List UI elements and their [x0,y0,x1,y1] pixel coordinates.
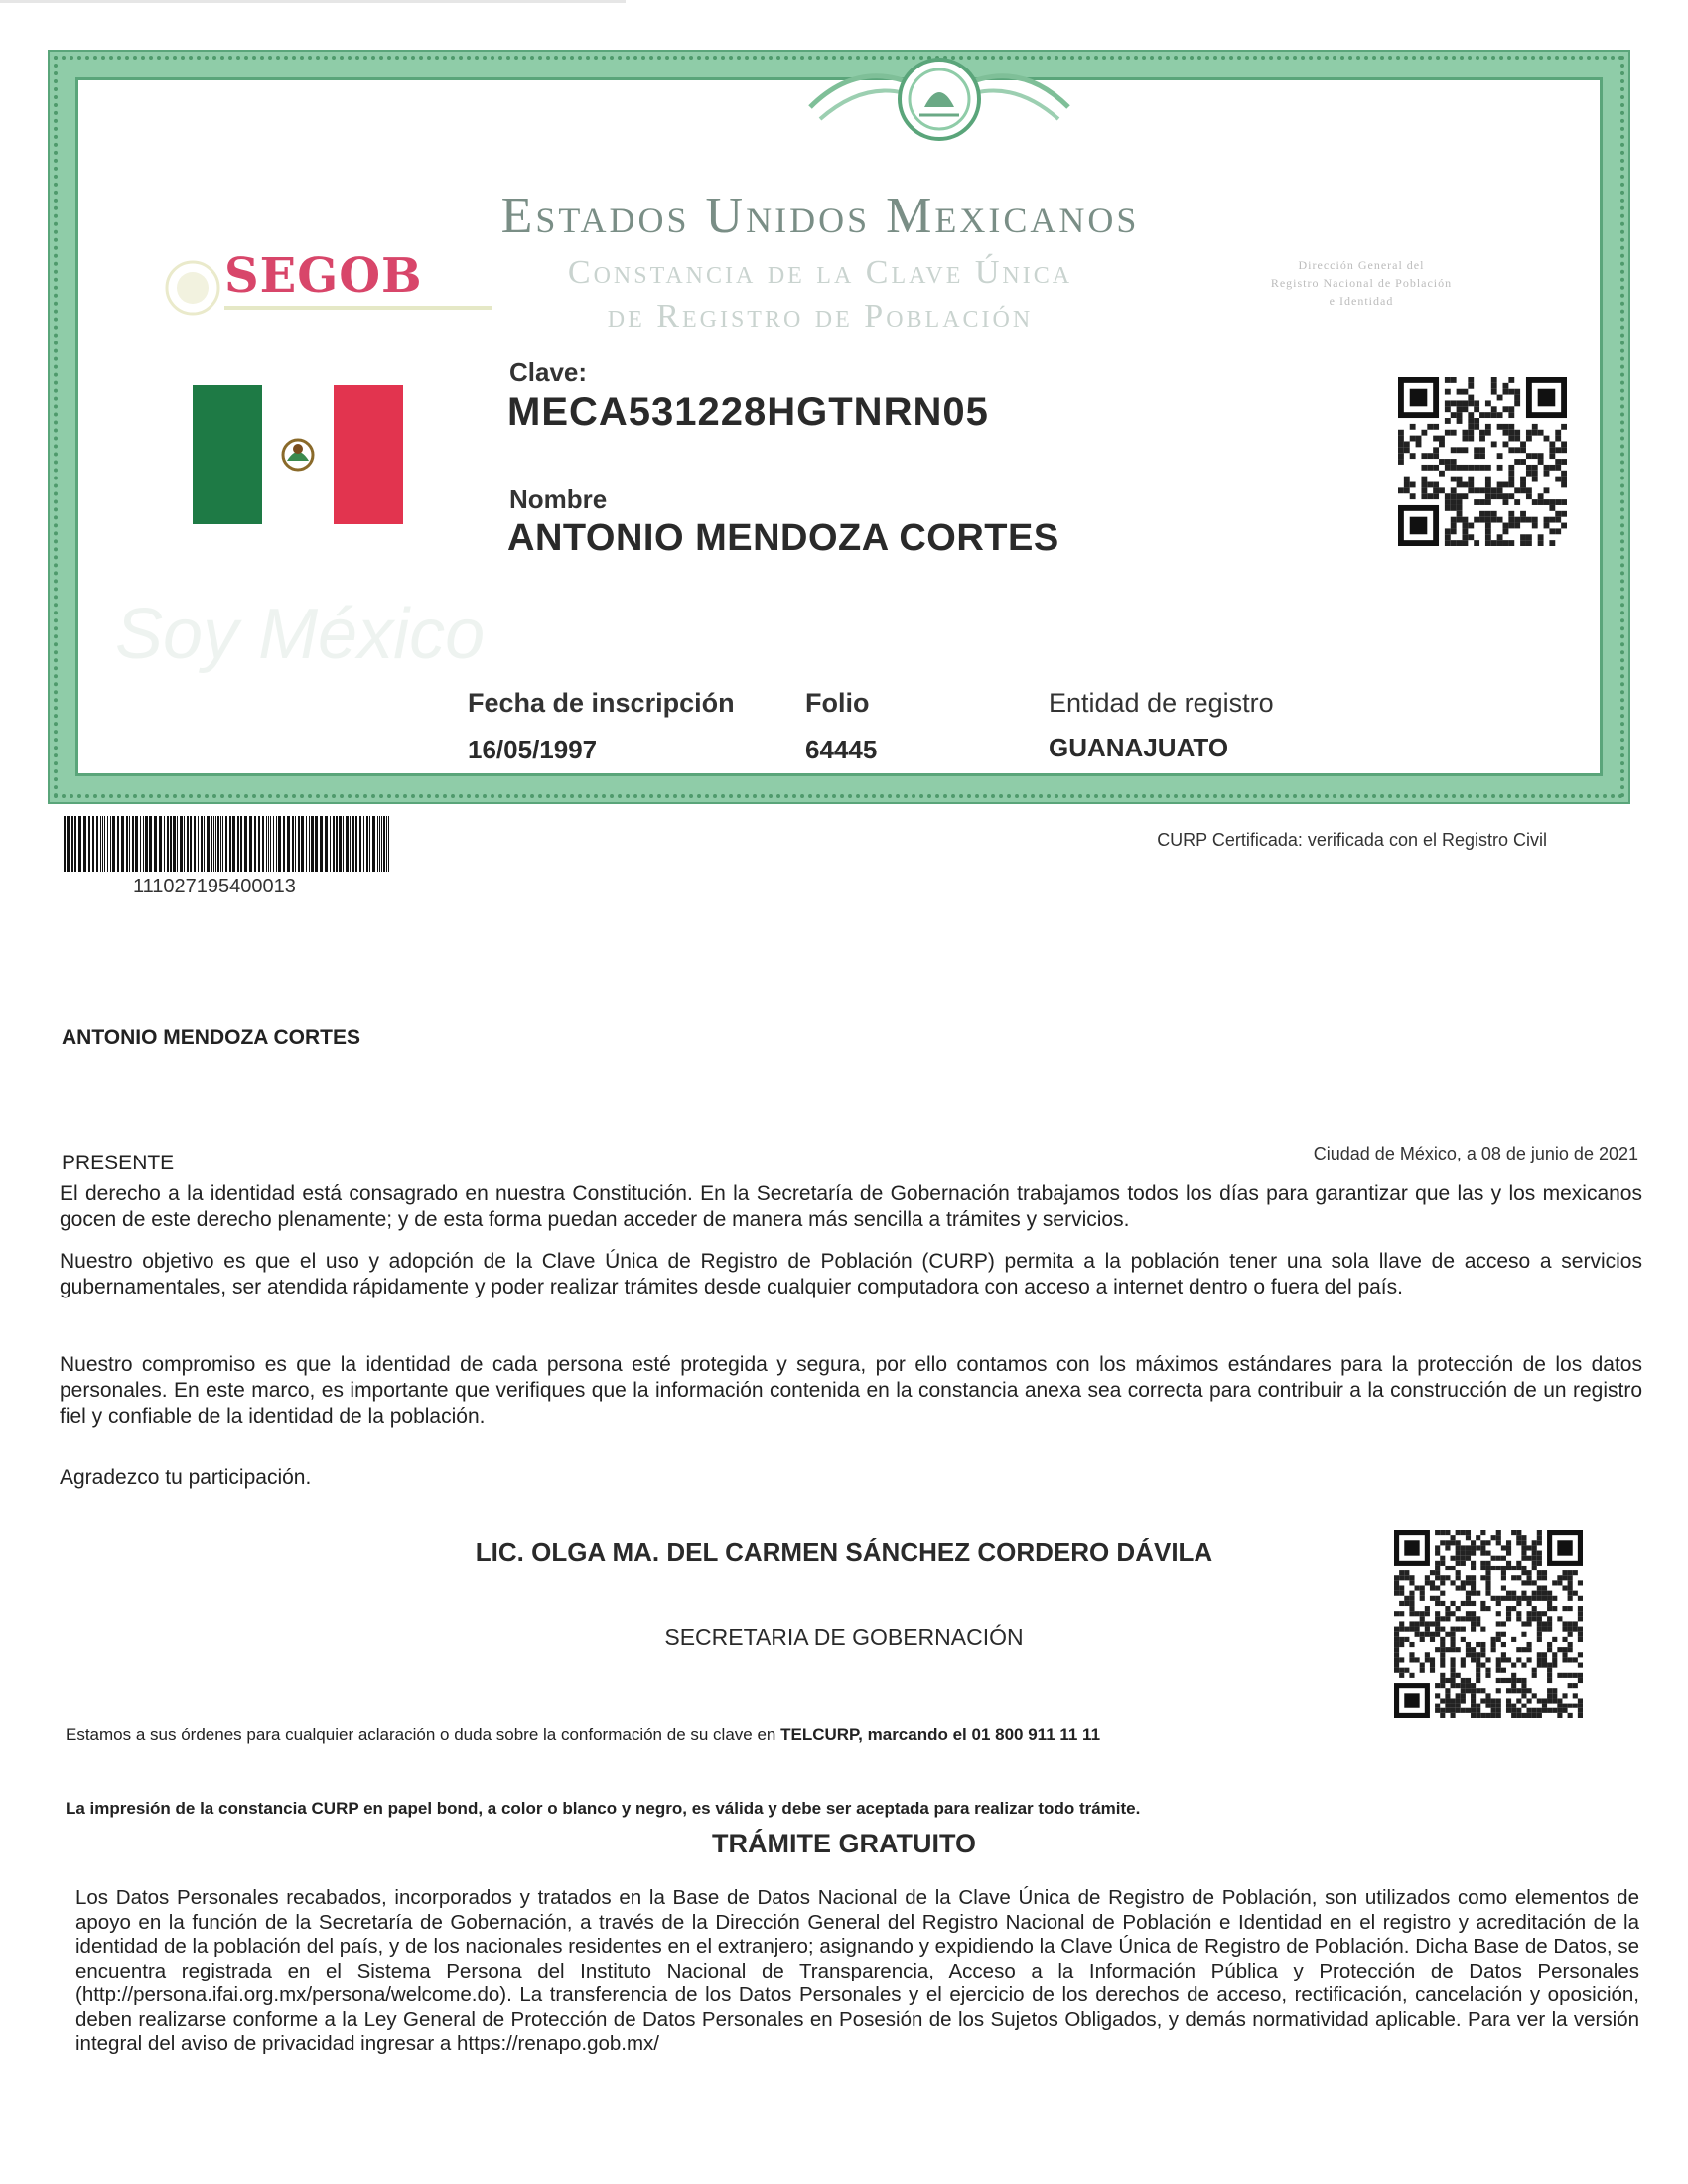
letter-place-date: Ciudad de México, a 08 de junio de 2021 [1313,1144,1638,1163]
segob-seal-icon [163,258,222,318]
folio-value: 64445 [805,735,878,764]
signer-name: LIC. OLGA MA. DEL CARMEN SÁNCHEZ CORDERO DÁVILA [475,1537,1213,1567]
directorate-line: e Identidad [1329,294,1394,308]
entidad-registro-value: GUANAJUATO [1049,733,1229,762]
curp-certified-note: CURP Certificada: verificada con el Registro Civil [1157,830,1547,850]
letter-addressee: ANTONIO MENDOZA CORTES [62,1026,361,1049]
letter-paragraph: El derecho a la identidad está consagrado en nuestra Constitución. En la Secretaría de Gobernación trabajamos todos los días para garantizar que las y los mexicanos gocen de este derecho plenamente; y de esta forma puedan acceder de manera más sencilla a trámites y servicios. [60,1182,1642,1231]
entidad-registro-label: Entidad de registro [1049,688,1274,718]
fecha-inscripcion-label: Fecha de inscripción [468,688,735,718]
letter-paragraph: Nuestro objetivo es que el uso y adopción de la Clave Única de Registro de Población (CURP) permita a la población tener una sola llave de acceso a servicios gubernamentales, ser atendida rápidamente y poder realizar trámites desde cualquier computadora con acceso a internet dentro o fuera del país. [60,1250,1642,1298]
segob-logo: SEGOB [224,248,423,304]
letter-presente: PRESENTE [62,1152,175,1174]
scan-edge-line [0,0,626,3]
validity-notice: La impresión de la constancia CURP en papel bond, a color o blanco y negro, es válida y debe ser aceptada para realizar todo trámite. [66,1799,1141,1818]
fecha-inscripcion-value: 16/05/1997 [468,735,598,764]
letter-closing: Agradezco tu participación. [60,1466,312,1489]
nombre-value: ANTONIO MENDOZA CORTES [507,517,1059,559]
telcurp-text: Estamos a sus órdenes para cualquier aclaración o duda sobre la conformación de su clave en [66,1725,781,1744]
national-coat-of-arms-icon [790,48,1088,157]
clave-label: Clave: [509,357,588,387]
certificate-title: Estados Unidos Mexicanos [500,188,1140,244]
certificate-subtitle-line2: de Registro de Población [607,298,1034,335]
mexican-flag-icon [193,385,403,524]
curp-certificate-card [50,52,1628,802]
letter-paragraph: Nuestro compromiso es que la identidad de cada persona esté protegida y segura, por ello contamos con los máximos estándares para la protección de los datos personales. En este marco, es importante que verifiques que la información contenida en la constancia anexa sea correcta para contribuir a la construcción de un registro fiel y confiable de la identidad de la población. [60,1353,1642,1428]
segob-underline [224,306,492,310]
directorate-line: Registro Nacional de Población [1270,276,1453,290]
soy-mexico-watermark: Soy México [115,595,486,674]
certificate-subtitle-line1: Constancia de la Clave Única [567,254,1073,291]
barcode-number: 111027195400013 [133,876,296,897]
telcurp-phone: TELCURP, marcando el 01 800 911 11 11 [780,1725,1101,1744]
telcurp-notice [66,1725,1100,1745]
signature-qr-code-icon [1394,1530,1583,1718]
barcode-icon [64,816,391,872]
signer-role: SECRETARIA DE GOBERNACIÓN [664,1624,1024,1650]
folio-label: Folio [805,688,870,718]
directorate-header [1242,256,1480,310]
certificate-qr-code-icon [1398,377,1567,546]
privacy-notice: Los Datos Personales recabados, incorporados y tratados en la Base de Datos Nacional de la Clave Única de Registro de Población, son utilizados como elementos de apoyo en la función de la Secretaría de Gobernación, a través de la Dirección General del Registro Nacional de Población e Identidad en el registro y acreditación de la identidad de la población del país, y de los nacionales residentes en el extranjero; asignando y expidiendo la Clave Única de Registro de Población. Dicha Base de Datos, se encuentra registrada en el Sistema Persona del Instituto Nacional de Transparencia, Acceso a la Información Pública y Protección de Datos Personales (http://persona.ifai.org.mx/persona/welcome.do). La transferencia de los Datos Personales y el ejercicio de los derechos de acceso, rectificación, cancelación y oposición, deben realizarse conforme a la Ley General de Protección de Datos Personales en Posesión de los Sujetos Obligados, y demás normatividad aplicable. Para ver la versión integral del aviso de privacidad ingresar a https://renapo.gob.mx/ [75,1886,1639,2055]
directorate-line: Dirección General del [1298,258,1425,272]
nombre-label: Nombre [509,484,608,514]
free-procedure-heading: TRÁMITE GRATUITO [712,1829,976,1858]
clave-value: MECA531228HGTNRN05 [507,390,989,434]
